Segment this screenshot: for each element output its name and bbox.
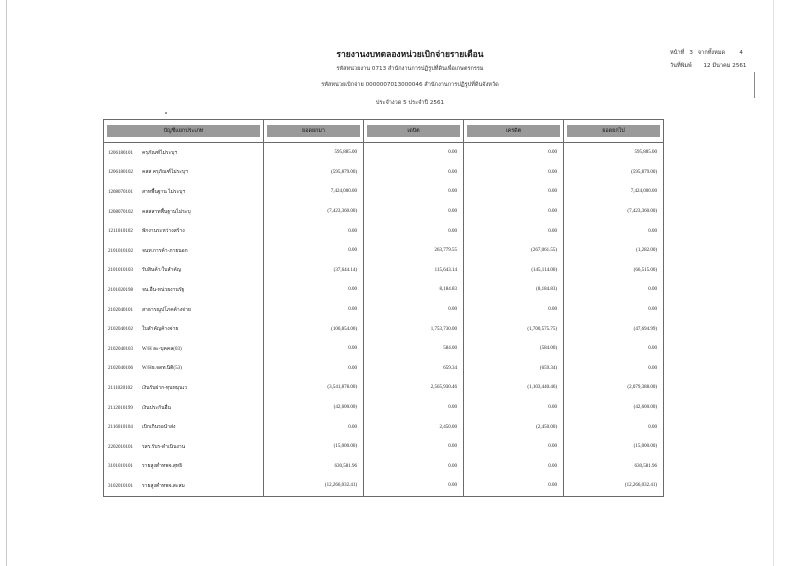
scan-mark bbox=[754, 72, 755, 98]
account-name: รับสินค้า/ใบสำคัญ bbox=[142, 268, 181, 274]
page-label: หน้าที่ bbox=[670, 50, 685, 56]
brought-amount: 0.00 bbox=[264, 417, 364, 437]
carried-amount: (2,079,388.00) bbox=[564, 378, 664, 398]
account-code: 2111020102 bbox=[108, 385, 133, 391]
total-label: จากทั้งหมด bbox=[697, 50, 726, 56]
carried-amount: 0.00 bbox=[564, 339, 664, 359]
table-row bbox=[104, 437, 664, 457]
table-row bbox=[104, 300, 664, 320]
col-carried-label: ยอดยกไป bbox=[567, 125, 660, 137]
table-row bbox=[104, 319, 664, 339]
carried-amount: 0.00 bbox=[564, 417, 664, 437]
debit-amount: 0.00 bbox=[364, 143, 464, 163]
col-debit bbox=[364, 120, 464, 143]
account-code: 2112010199 bbox=[108, 405, 133, 411]
table-row bbox=[104, 163, 664, 183]
debit-amount: 2,565,930.46 bbox=[364, 378, 464, 398]
brought-amount: (15,000.00) bbox=[264, 437, 364, 457]
account-name: ครุภัณฑ์ไม่ระบุฯ bbox=[142, 150, 178, 156]
account-code: 1208070102 bbox=[108, 209, 133, 215]
carried-amount: 0.00 bbox=[564, 280, 664, 300]
col-account-label: บัญชีแยกประเภท bbox=[107, 125, 260, 137]
debit-amount: 1,753,730.00 bbox=[364, 319, 464, 339]
agency-line: รหัสหน่วยงาน 0713 สำนักงานการปฏิรูปที่ดินเพื่อเกษตรกรรม bbox=[336, 66, 484, 72]
brought-amount: 0.00 bbox=[264, 339, 364, 359]
account-code: 2101020198 bbox=[108, 287, 133, 293]
account-cell bbox=[104, 163, 264, 183]
account-cell bbox=[104, 202, 264, 222]
period-line: ประจำงวด 5 ประจำปี 2561 bbox=[375, 100, 445, 106]
carried-amount: (7,423,360.00) bbox=[564, 202, 664, 222]
debit-amount: 8,184.83 bbox=[364, 280, 464, 300]
table-row bbox=[104, 241, 664, 261]
account-code: 3101010101 bbox=[108, 464, 133, 470]
debit-amount: 2,450.00 bbox=[364, 417, 464, 437]
table-row bbox=[104, 359, 664, 379]
account-code: 2202010101 bbox=[108, 444, 133, 450]
credit-amount: (145,114.00) bbox=[464, 261, 564, 281]
carried-amount: (12,266,032.41) bbox=[564, 476, 664, 496]
debit-amount: 0.00 bbox=[364, 221, 464, 241]
account-name: พักงานระหว่างสร้าง bbox=[142, 229, 185, 235]
credit-amount: 0.00 bbox=[464, 300, 564, 320]
account-cell bbox=[104, 300, 264, 320]
carried-amount: 7,424,000.00 bbox=[564, 182, 664, 202]
debit-amount: 659.34 bbox=[364, 359, 464, 379]
date-label: วันที่พิมพ์ bbox=[670, 63, 692, 69]
debit-amount: 263,779.55 bbox=[364, 241, 464, 261]
credit-amount: 0.00 bbox=[464, 398, 564, 418]
credit-amount: 0.00 bbox=[464, 457, 564, 477]
credit-amount: 0.00 bbox=[464, 476, 564, 496]
debit-amount: 0.00 bbox=[364, 300, 464, 320]
brought-amount: (12,266,032.41) bbox=[264, 476, 364, 496]
account-name: W/H ละ-บุคคล(03) bbox=[142, 346, 182, 352]
account-name: สาทพื้นฐาน ไม่ระบุฯ bbox=[142, 189, 186, 195]
col-account bbox=[104, 120, 264, 143]
brought-amount: (3,541,878.00) bbox=[264, 378, 364, 398]
credit-amount: 0.00 bbox=[464, 202, 564, 222]
col-brought bbox=[264, 120, 364, 143]
brought-amount: 0.00 bbox=[264, 359, 364, 379]
col-carried bbox=[564, 120, 664, 143]
account-cell bbox=[104, 476, 264, 496]
page-info bbox=[670, 49, 743, 57]
account-code: 2101010102 bbox=[108, 248, 133, 254]
brought-amount: 630,581.96 bbox=[264, 457, 364, 477]
account-code: 2101010103 bbox=[108, 268, 133, 274]
account-cell bbox=[104, 417, 264, 437]
carried-amount: (66,515.00) bbox=[564, 261, 664, 281]
table-row bbox=[104, 261, 664, 281]
credit-amount: 0.00 bbox=[464, 143, 564, 163]
brought-amount: (37,644.14) bbox=[264, 261, 364, 281]
carried-amount: 595,885.00 bbox=[564, 143, 664, 163]
brought-amount: (7,423,360.00) bbox=[264, 202, 364, 222]
credit-amount: (8,184.83) bbox=[464, 280, 564, 300]
account-name: สาธารณูปโภคค้างจ่าย bbox=[142, 307, 191, 313]
table-row bbox=[104, 339, 664, 359]
col-brought-label: ยอดยกมา bbox=[267, 125, 360, 137]
report-title: รายงานงบทดลองหน่วยเบิกจ่ายรายเดือน bbox=[336, 50, 484, 60]
account-cell bbox=[104, 221, 264, 241]
date-value: 12 มีนาคม 2561 bbox=[703, 63, 747, 69]
table-row bbox=[104, 417, 664, 437]
debit-amount: 0.00 bbox=[364, 457, 464, 477]
table-header-row bbox=[104, 120, 664, 143]
debit-amount: 115,643.14 bbox=[364, 261, 464, 281]
credit-amount: (584.00) bbox=[464, 339, 564, 359]
account-cell bbox=[104, 359, 264, 379]
credit-amount: (659.34) bbox=[464, 359, 564, 379]
account-cell bbox=[104, 378, 264, 398]
table-row bbox=[104, 398, 664, 418]
credit-amount: (267,061.55) bbox=[464, 241, 564, 261]
account-cell bbox=[104, 143, 264, 163]
carried-amount: 0.00 bbox=[564, 359, 664, 379]
table-row bbox=[104, 202, 664, 222]
brought-amount: 595,885.00 bbox=[264, 143, 364, 163]
page-number: 3 bbox=[689, 50, 693, 56]
credit-amount: (1,700,575.75) bbox=[464, 319, 564, 339]
credit-amount: 0.00 bbox=[464, 221, 564, 241]
scan-dot bbox=[165, 112, 167, 114]
table-row bbox=[104, 221, 664, 241]
col-credit-label: เครดิต bbox=[467, 125, 560, 137]
account-cell bbox=[104, 280, 264, 300]
brought-amount: 0.00 bbox=[264, 221, 364, 241]
account-cell bbox=[104, 457, 264, 477]
carried-amount: (15,000.00) bbox=[564, 437, 664, 457]
brought-amount: 0.00 bbox=[264, 241, 364, 261]
account-cell bbox=[104, 261, 264, 281]
account-code: 1208070101 bbox=[108, 189, 133, 195]
account-code: 2102040102 bbox=[108, 327, 133, 333]
table-row bbox=[104, 143, 664, 163]
print-date bbox=[670, 62, 747, 70]
account-cell bbox=[104, 437, 264, 457]
brought-amount: (42,600.00) bbox=[264, 398, 364, 418]
credit-amount: 0.00 bbox=[464, 437, 564, 457]
account-code: 2102040103 bbox=[108, 346, 133, 352]
debit-amount: 584.00 bbox=[364, 339, 464, 359]
account-name: รายสูงต่ำทพจ.สุทธิ bbox=[142, 464, 183, 470]
col-credit bbox=[464, 120, 564, 143]
account-code: 1211010102 bbox=[108, 229, 133, 235]
account-code: 1206180102 bbox=[108, 170, 133, 176]
account-cell bbox=[104, 182, 264, 202]
account-name: คสส ครุภัณฑ์ไม่ระบุฯ bbox=[142, 170, 188, 176]
carried-amount: 630,581.96 bbox=[564, 457, 664, 477]
carried-amount: (1,282.00) bbox=[564, 241, 664, 261]
account-name: รายสูงต่ำทพจ.สะสม bbox=[142, 483, 185, 489]
debit-amount: 0.00 bbox=[364, 202, 464, 222]
account-code: 2102040101 bbox=[108, 307, 133, 313]
carried-amount: (42,600.00) bbox=[564, 398, 664, 418]
debit-amount: 0.00 bbox=[364, 437, 464, 457]
account-name: คสสสาทพื้นฐานไม่ระบุ bbox=[142, 209, 191, 215]
account-code: 2102040106 bbox=[108, 366, 133, 372]
credit-amount: 0.00 bbox=[464, 163, 564, 183]
brought-amount: 0.00 bbox=[264, 280, 364, 300]
trial-balance-table bbox=[103, 119, 664, 497]
account-cell bbox=[104, 398, 264, 418]
account-name: W/Hธ.จดท.นิติ(53) bbox=[142, 366, 182, 372]
account-name: เงินรับฝาก-ทุนหมุนเว bbox=[142, 385, 188, 391]
carried-amount: (47,694.99) bbox=[564, 319, 664, 339]
account-name: จน.อื่น-หน่วยงานรัฐ bbox=[142, 287, 185, 293]
table-row bbox=[104, 378, 664, 398]
brought-amount: (100,854.00) bbox=[264, 319, 364, 339]
brought-amount: 7,424,000.00 bbox=[264, 182, 364, 202]
table-row bbox=[104, 457, 664, 477]
account-code: 2116010104 bbox=[108, 425, 133, 431]
table-row bbox=[104, 182, 664, 202]
table-row bbox=[104, 280, 664, 300]
account-cell bbox=[104, 339, 264, 359]
account-name: รสร.รับร-ดำเนินงาน bbox=[142, 444, 186, 450]
brought-amount: 0.00 bbox=[264, 300, 364, 320]
debit-amount: 0.00 bbox=[364, 398, 464, 418]
account-code: 1206180101 bbox=[108, 150, 133, 156]
credit-amount: 0.00 bbox=[464, 182, 564, 202]
credit-amount: (1,103,440.46) bbox=[464, 378, 564, 398]
unit-line: รหัสหน่วยเบิกจ่าย 0000007013000046 สำนักงานการปฏิรูปที่ดินจังหวัด bbox=[321, 82, 499, 88]
debit-amount: 0.00 bbox=[364, 163, 464, 183]
account-name: เงินประกันอื่น bbox=[142, 405, 171, 411]
report-header bbox=[0, 0, 800, 112]
debit-amount: 0.00 bbox=[364, 182, 464, 202]
carried-amount: (595,879.00) bbox=[564, 163, 664, 183]
account-code: 3102010101 bbox=[108, 483, 133, 489]
carried-amount: 0.00 bbox=[564, 300, 664, 320]
account-cell bbox=[104, 319, 264, 339]
total-pages: 4 bbox=[739, 50, 743, 56]
carried-amount: 0.00 bbox=[564, 221, 664, 241]
col-debit-label: เดบิต bbox=[367, 125, 460, 137]
table-row bbox=[104, 476, 664, 496]
debit-amount: 0.00 bbox=[364, 476, 464, 496]
account-cell bbox=[104, 241, 264, 261]
account-name: เบิกเกินรอนำส่ง bbox=[142, 425, 176, 431]
credit-amount: (2,450.00) bbox=[464, 417, 564, 437]
account-name: ใบสำคัญค้างจ่าย bbox=[142, 327, 179, 333]
brought-amount: (595,879.00) bbox=[264, 163, 364, 183]
account-name: จนท.การค้า-ภายนอก bbox=[142, 248, 188, 254]
